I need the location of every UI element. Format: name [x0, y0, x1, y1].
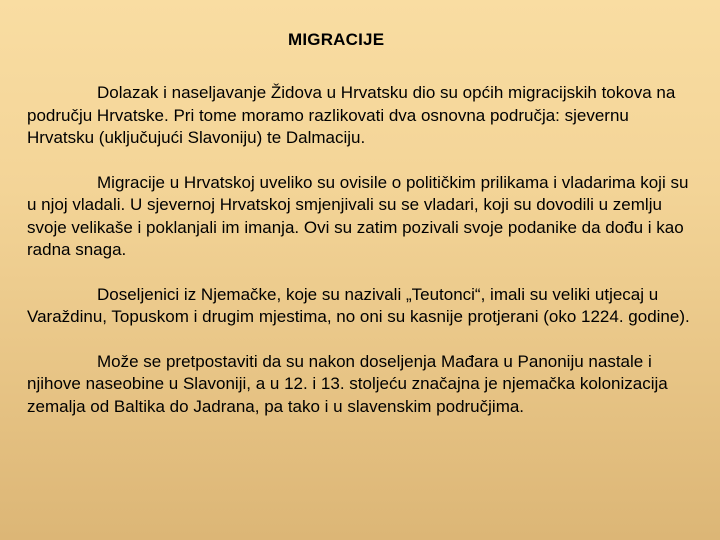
paragraph-4: Može se pretpostaviti da su nakon doseljenja Mađara u Panoniju nastale i njihove naseobine u Slavoniji, a u 12. i 13. stoljeću značajna je njemačka kolonizacija zemalja od Baltika do Jadrana, pa tako i u slavenskim područjima.: [27, 351, 668, 416]
slide-body: [27, 82, 697, 440]
slide-title: MIGRACIJE: [288, 30, 385, 49]
paragraph-1: Dolazak i naseljavanje Židova u Hrvatsku dio su općih migracijskih tokova na području Hrvatske. Pri tome moramo razlikovati dva osnovna područja: sjevernu Hrvatsku (uključujući Slavoniju) te Dalmaciju.: [27, 83, 676, 147]
paragraph-3: Doseljenici iz Njemačke, koje su nazivali „Teutonci“, imali su veliki utjecaj u Varaždinu, Topuskom i drugim mjestima, no oni su kasnije protjerani (oko 1224. godine).: [27, 284, 690, 326]
paragraph-2: Migracije u Hrvatskoj uveliko su ovisile o političkim prilikama i vladarima koji su u njoj vladali. U sjevernoj Hrvatskoj smjenjivali su se vladari, koji su dovodili u zemlju svoje velikaše i poklanjali im imanja. Ovi su zatim pozivali svoje podanike da dođu i kao radna snaga.: [27, 172, 689, 259]
